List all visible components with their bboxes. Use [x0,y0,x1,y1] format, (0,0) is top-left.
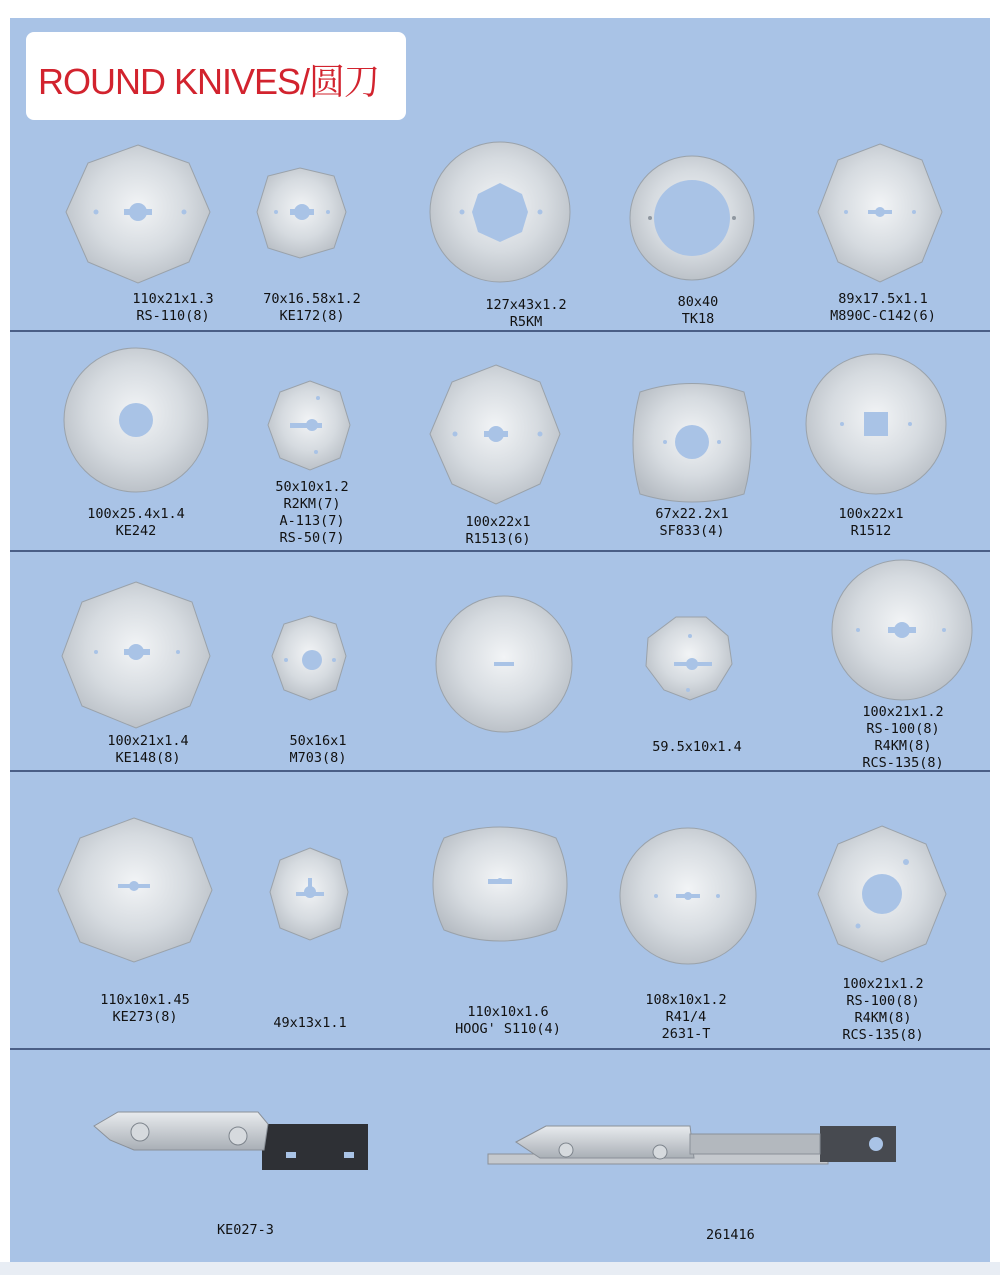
knife-label: 50x16x1 M703(8) [289,733,347,766]
knife-label: 59.5x10x1.4 [652,739,742,755]
knife-label: 100x21x1.2 RS-100(8) R4KM(8) RCS-135(8) [862,704,944,771]
knife-label: 100x25.4x1.4 KE242 [87,506,185,539]
knife-label: 50x10x1.2 R2KM(7) A-113(7) RS-50(7) [275,479,349,546]
blade-label: 261416 [706,1227,755,1243]
knife-label: 80x40 TK18 [677,294,719,327]
knife-label: 110x21x1.3 RS-110(8) [132,291,214,324]
knife-label: 108x10x1.2 R41/4 2631-T [645,992,727,1042]
knife-label: 100x22x1 R1512 [838,506,904,539]
knife-label: 100x22x1 R1513(6) [465,514,531,547]
blade-label: KE027-3 [217,1222,274,1238]
knife-label: 100x21x1.4 KE148(8) [107,733,189,766]
knife-label: 89x17.5x1.1 M890C-C142(6) [830,291,936,324]
knife-label: 100x21x1.2 RS-100(8) R4KM(8) RCS-135(8) [842,976,924,1043]
knife-label: 110x10x1.45 KE273(8) [100,992,190,1025]
knife-label: 127x43x1.2 R5KM [485,297,567,330]
page-title: ROUND KNIVES/圆刀 [38,61,380,102]
knife-label: 110x10x1.6 HOOG' S110(4) [455,1004,561,1037]
knife-label: 49x13x1.1 [273,1015,347,1031]
knife-label: 70x16.58x1.2 KE172(8) [263,291,361,324]
knife-label: 67x22.2x1 SF833(4) [655,506,729,539]
